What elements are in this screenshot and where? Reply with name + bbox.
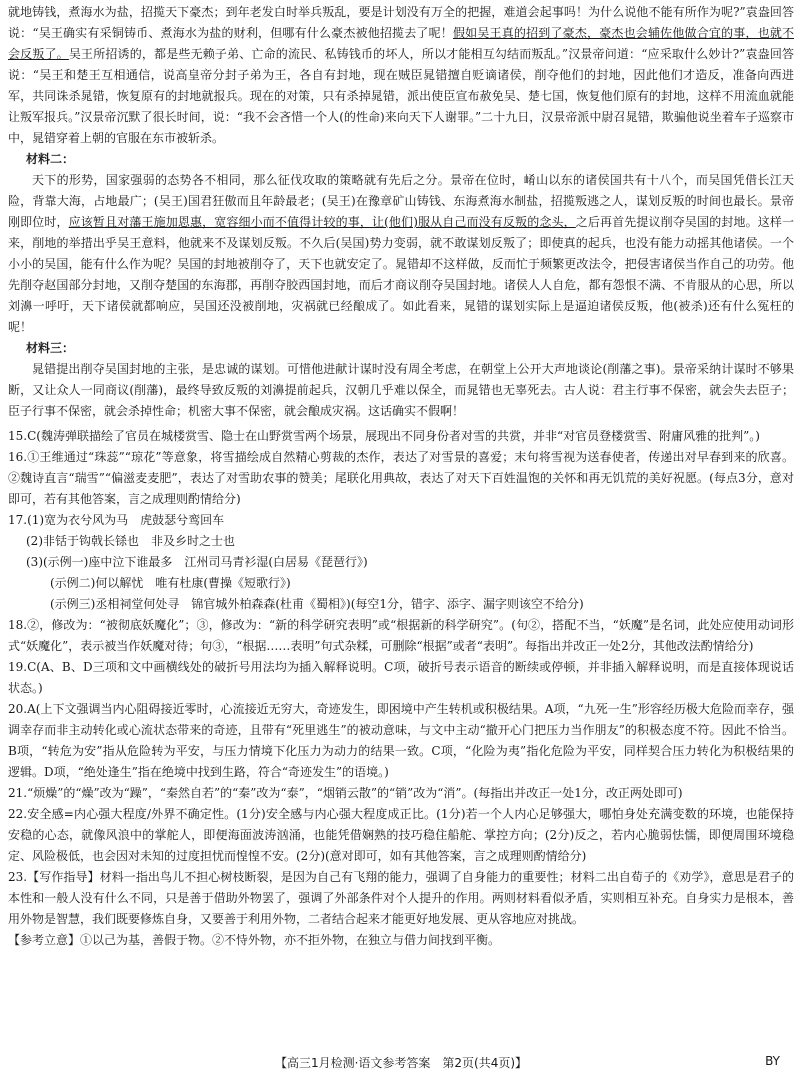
answer-17-3b: (示例二)何以解忧 唯有杜康(曹操《短歌行》) xyxy=(50,576,291,590)
material2-title: 材料二： xyxy=(26,152,75,166)
material1-underlined: 假如吴王真的招到了豪杰，豪杰也会辅佐他做合宜的事，也就不会反叛了。 xyxy=(8,26,794,61)
answer-17-3a: (3)(示例一)座中泣下谁最多 江州司马青衫湿(白居易《琵琶行》) xyxy=(26,555,368,569)
answer-17-3c: (示例三)丞相祠堂何处寻 锦官城外柏森森(杜甫《蜀相》)(每空1分，错字、添字、漏字则该空不给分) xyxy=(50,597,584,611)
material1-text-b: 吴王所招诱的，都是些无赖子弟、亡命的流民、私铸钱币的坏人，所以才能相互勾结而叛乱。”汉景帝问道：“应采取什么妙计?”袁盎回答说：“吴王和楚王互相通信，说高皇帝分封子弟为王，各自有封地，现在贼臣晁错擅自贬谪诸侯，削夺他们的封地，因此他们才造反，准备向西进军，共同诛杀晁错，恢复原有的封地就报兵。现在的对策，只有杀掉晁错，派出使臣宣布赦免吴、楚七国，恢复他们原有的封地，这样不用流血就能让叛军报兵。”汉景帝沉默了很长时间，说：“我不会吝惜一个人(的性命)来向天下人谢罪。”二十九日，汉景帝派中尉召晁错，欺骗他说坐着车子巡察市中，晁错穿着上朝的官服在东市被斩杀。 xyxy=(8,47,794,145)
answer-17-1: 17.(1)宽为衣兮风为马 虎鼓瑟兮鸾回车 xyxy=(8,513,225,527)
material2-paragraph xyxy=(8,170,794,338)
material1-paragraph xyxy=(8,2,794,149)
footer-code: BY xyxy=(765,1054,780,1068)
answer-page xyxy=(8,2,794,951)
answer-15: 15.C(魏涛弹联描绘了官员在城楼赏雪、隐士在山野赏雪两个场景，展现出不同身份者对雪的共赏，并非“对官员登楼赏雪、附庸风雅的批判”。) xyxy=(8,429,760,443)
answer-19: 19.C(A、B、D三项和文中画横线处的破折号用法均为插入解释说明。C项，破折号表示语音的断续或停顿，并非插入解释说明，而是直接体现说话状态。) xyxy=(8,660,794,695)
answer-17-2: (2)非铦于钩戟长铩也 非及乡时之士也 xyxy=(26,534,235,548)
material3-paragraph: 晁错提出削夺吴国封地的主张，是忠诚的谋划。可惜他进献计谋时没有周全考虑，在朝堂上公开大声地谈论(削藩之事)。景帝采纳计谋时不够果断，又让众人一同商议(削藩)，最终导致反叛的刘濞提前起兵，汉朝几乎难以保全，而晁错也无辜死去。古人说：君主行事不保密，就会失去臣子；臣子行事不保密，就会杀掉性命；机密大事不保密，就会酿成灾祸。这话确实不假啊！ xyxy=(8,362,794,418)
material2-underlined: 应该暂且对藩王施加恩惠，宽容细小而不值得计较的事，让(他们)服从自己而没有反叛的念头， xyxy=(68,215,576,229)
answer-22: 22.安全感=内心强大程度/外界不确定性。(1分)安全感与内心强大程度成正比。(1分)若一个人内心足够强大，哪怕身处充满变数的环境，也能保持安稳的心态，就像风浪中的掌舵人，即便海面波涛汹涌，也能凭借娴熟的技巧稳住船舵、掌控方向；(2分)反之，若内心脆弱怯懦，即便周围环境稳定、风险极低，也会因对未知的过度担忧而惶惶不安。(2分)(意对即可，如有其他答案，言之成理则酌情给分) xyxy=(8,807,794,863)
answer-18: 18.②，修改为：“被彻底妖魔化”；③，修改为：“新的科学研究表明”或“根据新的科学研究”。(句②，搭配不当，“妖魔”是名词，此处应使用动词形式“妖魔化”，表示被当作妖魔对待；句③，“根据……表明”句式杂糅，可删除“根据”或者“表明”。每指出并改正一处2分，其他改法酌情给分) xyxy=(8,618,794,653)
answer-23: 23.【写作指导】材料一指出鸟儿不担心树枝断裂，是因为自己有飞翔的能力，强调了自身能力的重要性；材料二出自荀子的《劝学》，意思是君子的本性和一般人没有什么不同，只是善于借助外物罢了，强调了外部条件对个人提升的作用。两则材料看似矛盾，实则相互补充。自身实力是根本，善用外物是智慧，我们既要修炼自身，又要善于利用外物，二者结合起来才能更好地发展、更从容地应对挑战。 xyxy=(8,870,794,926)
material1-text-a: 就地铸钱，煮海水为盐，招揽天下豪杰；到年老发白时举兵叛乱，要是计划没有万全的把握，难道会起事吗！为什么说他不能有所作为呢?”袁盎回答说：“吴王确实有采铜铸币、煮海水为盐的财利，但哪有什么豪杰被他招揽去了呢！ xyxy=(8,5,794,40)
answer-21: 21.“烦燥”的“燥”改为“躁”，“秦然自若”的“秦”改为“泰”，“烟销云散”的“销”改为“消”。(每指出并改正一处1分，改正两处即可) xyxy=(8,786,683,800)
material3-title: 材料三： xyxy=(26,341,75,355)
material2-text-b: 之后再首先提议削夺吴国的封地。这样一来，削地的举措出乎吴王意料，他就来不及谋划反叛。不久后(吴国)势力变弱，就不敢谋划反叛了；即使真的起兵，也没有能力动摇其他诸侯。一个小小的吴国，能有什么作为呢？吴国的封地被削夺了，天下也就安定了。晁错却不这样做，反而忙于频繁更改法令，把侵害诸侯当作自己的功劳。他先削夺赵国部分封地，又削夺楚国的东海郡，再削夺胶西国封地，而后才商议削夺吴国封地。诸侯人人自危，都有怨恨不满、不肯服从的心思，所以刘濞一呼吁，天下诸侯就都响应，吴国还没被削地，灾祸就已经酿成了。如此看来，晁错的谋划实际上是逼迫诸侯反叛，他(被杀)还有什么冤枉的呢！ xyxy=(8,215,794,334)
answer-20: 20.A(上下文强调当内心阻碍接近零时，心流接近无穷大，奇迹发生，即困境中产生转机或积极结果。A项，“九死一生”形容经历极大危险而幸存，强调幸存而非主动转化或心流状态带来的奇迹，且带有“死里逃生”的被动意味，与文中主动“撤开心门把压力当作朋友”的积极态度不符。因此不恰当。B项，“转危为安”指从危险转为平安，与压力情境下化压力为动力的结果一致。C项，“化险为夷”指化危险为平安，同样契合压力转化为积极结果的逻辑。D项，“绝处逢生”指在绝境中找到生路，符合“奇迹发生”的语境。) xyxy=(8,702,794,779)
material2-text-a: 天下的形势，国家强弱的态势各不相同，那么征伐攻取的策略就有先后之分。景帝在位时，崤山以东的诸侯国共有十八个，而吴国凭借长江天险，背靠大海，占地最广；(吴王)国君狂傲而且年龄最老；(吴王)在豫章矿山铸钱、东海煮海水制盐，招揽叛逃之人，谋划反叛的时间也最长。景帝刚即位时， xyxy=(8,173,794,229)
page-footer xyxy=(0,1054,802,1074)
answer-16: 16.①王维通过“珠蕊”“琼花”等意象，将雪描绘成自然精心剪裁的杰作，表达了对雪景的喜爱；末句将雪视为送春使者，传递出对早春到来的欣喜。②魏诗直言“瑞雪”“偏滋麦麦肥”，表达了对雪助农事的赞美；尾联化用典故，表达了对天下百姓温饱的关怀和再无饥荒的美好祝愿。(每点3分，意对即可，若有其他答案，言之成理则酌情给分) xyxy=(8,450,794,506)
footer-title: 【高三1月检测·语文参考答案 第2页(共4页)】 xyxy=(274,1056,528,1070)
answer-23-reference: 【参考立意】①以己为基，善假于物。②不恃外物，亦不拒外物，在独立与借力间找到平衡。 xyxy=(8,933,501,947)
